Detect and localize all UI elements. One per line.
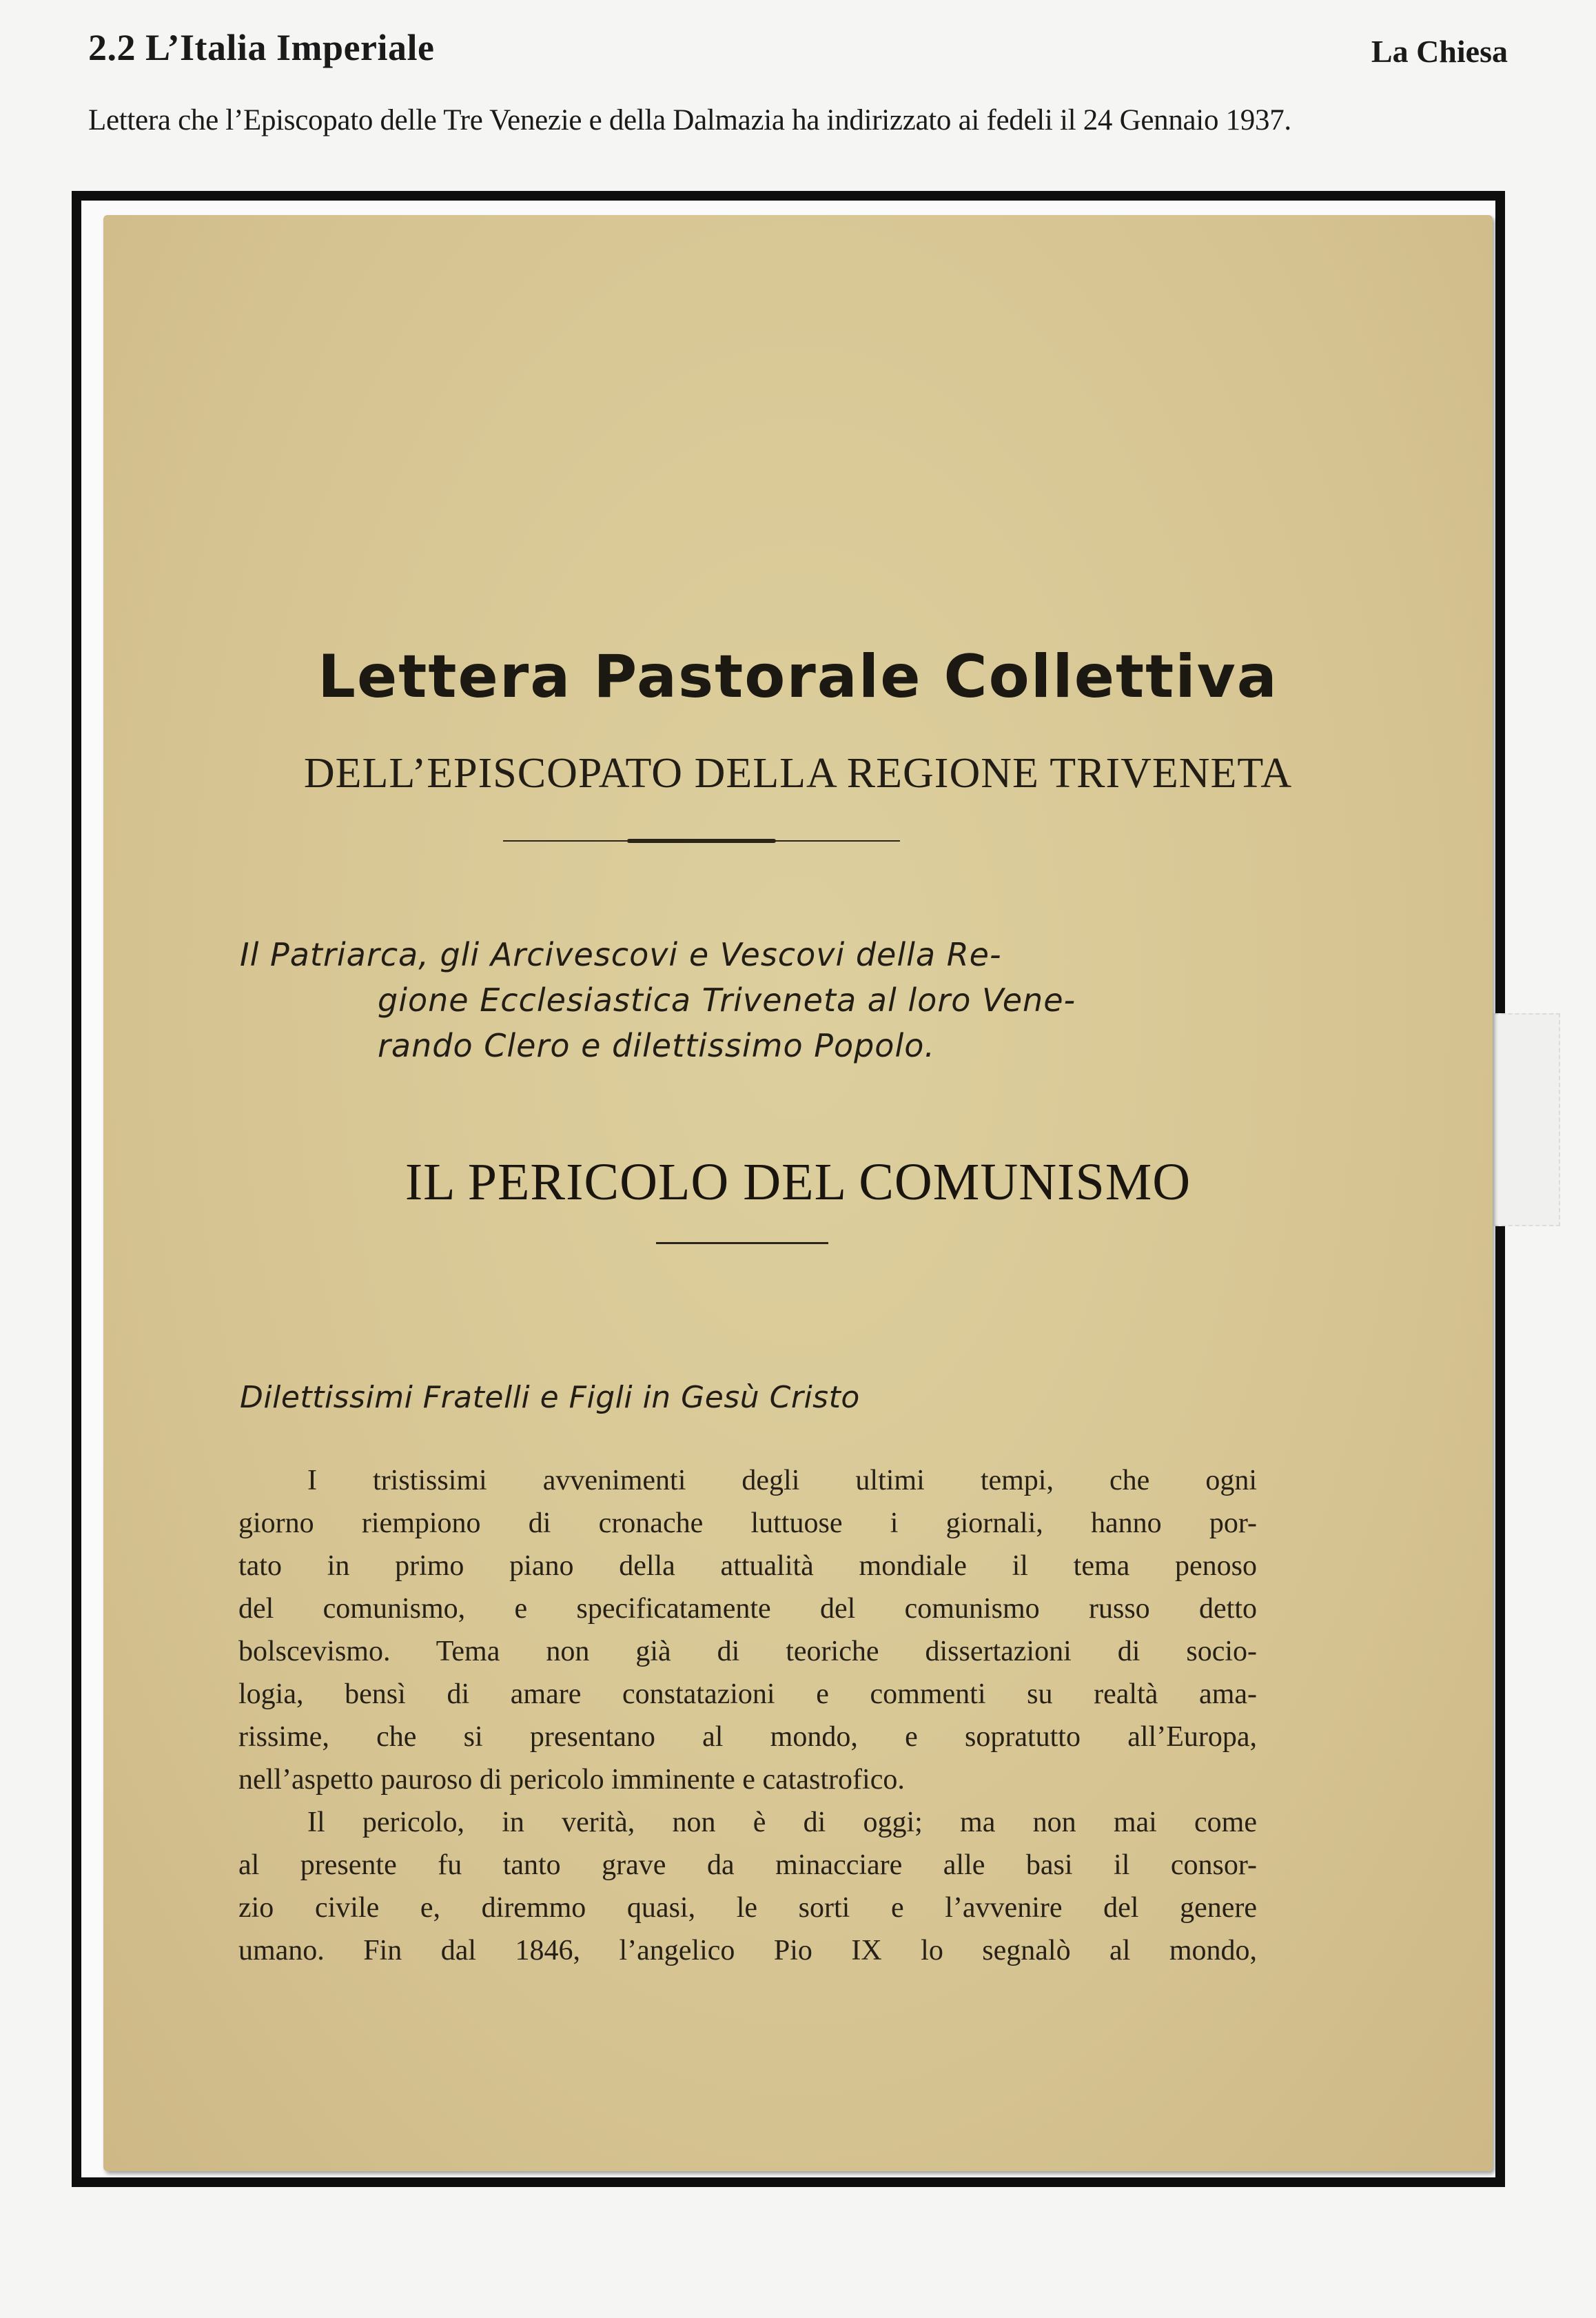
page-caption: Lettera che l’Episcopato delle Tre Venezie e della Dalmazia ha indirizzato ai fedeli il 24 Gennaio 1937. — [88, 104, 1291, 136]
body-line: giorno riempiono di cronache luttuose i giornali, hanno por- — [238, 1507, 1257, 1539]
body-line: logia, bensì di amare constatazioni e commenti su realtà ama- — [238, 1678, 1257, 1710]
body-line: Il pericolo, in verità, non è di oggi; ma non mai come — [307, 1807, 1257, 1838]
salutation-block — [240, 932, 1253, 1068]
body-line: nell’aspetto pauroso di pericolo imminente e catastrofico. — [238, 1764, 905, 1796]
body-line: del comunismo, e specificatamente del comunismo russo detto — [238, 1593, 1257, 1625]
body-line: rissime, che si presentano al mondo, e sopratutto all’Europa, — [238, 1721, 1257, 1753]
body-line: I tristissimi avvenimenti degli ultimi tempi, che ogni — [307, 1465, 1257, 1496]
body-line: al presente fu tanto grave da minacciare alle basi il consor- — [238, 1849, 1257, 1881]
booklet-cover — [103, 215, 1493, 2171]
divider-ornament — [627, 839, 776, 843]
salutation-line: gione Ecclesiastica Triveneta al loro Vene- — [378, 982, 1076, 1019]
page-chapter-title: La Chiesa — [1371, 34, 1508, 69]
body-line: bolscevismo. Tema non già di teoriche dissertazioni di socio- — [238, 1636, 1257, 1667]
ornament-divider — [503, 839, 900, 843]
salutation-line: Il Patriarca, gli Arcivescovi e Vescovi della Re- — [240, 936, 1002, 973]
body-line: umano. Fin dal 1846, l’angelico Pio IX lo segnalò al mondo, — [238, 1935, 1257, 1966]
body-line: zio civile e, diremmo quasi, le sorti e l’avvenire del genere — [238, 1892, 1257, 1924]
booklet-subtitle: DELL’EPISCOPATO DELLA REGIONE TRIVENETA — [303, 750, 1293, 797]
booklet-title: Lettera Pastorale Collettiva — [318, 642, 1278, 711]
body-line: tato in primo piano della attualità mondiale il tema penoso — [238, 1550, 1257, 1582]
page-section-title: 2.2 L’Italia Imperiale — [88, 27, 435, 68]
salutation-line: rando Clero e dilettissimo Popolo. — [378, 1027, 935, 1064]
main-heading: IL PERICOLO DEL COMUNISMO — [405, 1153, 1191, 1211]
heading-underline — [656, 1242, 828, 1244]
opening-address: Dilettissimi Fratelli e Figli in Gesù Cristo — [240, 1380, 860, 1415]
body-text — [238, 1459, 1257, 1972]
